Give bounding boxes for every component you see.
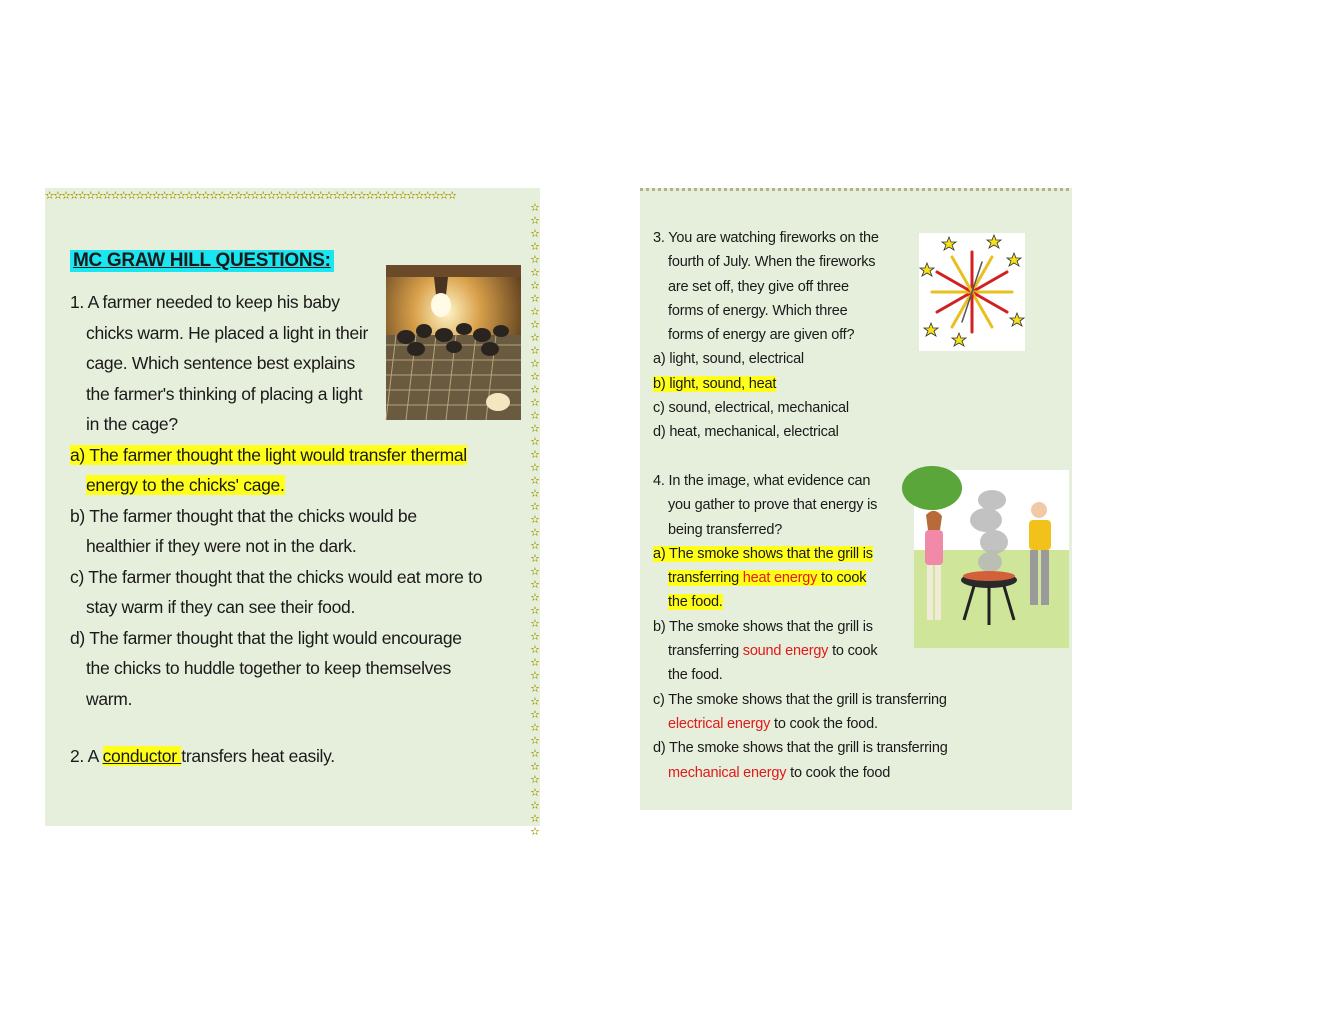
question-3-line: 3. You are watching fireworks on the [653, 230, 879, 246]
answer-d: d) heat, mechanical, electrical [653, 424, 839, 441]
question-2 [70, 741, 335, 772]
question-1-line: cage. Which sentence best explains [86, 353, 355, 373]
answer-b: b) The smoke shows that the grill is [653, 618, 873, 635]
answer-d: the chicks to huddle together to keep themselves [86, 658, 451, 678]
answer-b-text: to cook [828, 643, 878, 660]
answer-c: c) sound, electrical, mechanical [653, 400, 849, 417]
answer-b-text: transferring [668, 643, 743, 660]
question-4-line: being transferred? [668, 521, 783, 538]
star-border-top: ✫✫✫✫✫✫✫✫✫✫✫✫✫✫✫✫✫✫✫✫✫✫✫✫✫✫✫✫✫✫✫✫✫✫✫✫✫✫✫✫✫✫✫✫✫✫✫✫✫✫ [45, 190, 456, 202]
answer-d-energy: mechanical energy [668, 764, 787, 781]
question-2-prefix: 2. A [70, 746, 103, 766]
question-3-line: forms of energy. Which three [668, 302, 848, 319]
question-3-line: forms of energy are given off? [668, 327, 855, 344]
answer-c: stay warm if they can see their food. [86, 597, 356, 617]
question-3-line: fourth of July. When the fireworks [668, 254, 876, 271]
answer-b: the food. [668, 667, 723, 684]
question-3 [653, 226, 879, 445]
answer-a-text: to cook [817, 570, 867, 587]
right-worksheet-panel [640, 188, 1072, 810]
answer-a-text: transferring [668, 570, 743, 587]
question-1 [70, 287, 482, 714]
answer-d-text: to cook the food [786, 764, 891, 781]
star-border-right: ✫✫✫✫✫✫✫✫✫✫✫✫✫✫✫✫✫✫✫✫✫✫✫✫✫✫✫✫✫✫✫✫✫✫✫✫✫✫✫✫✫✫✫✫✫✫✫✫✫ [530, 202, 540, 838]
question-4 [653, 469, 948, 785]
answer-a-highlighted: the food. [668, 594, 723, 611]
answer-d: d) The smoke shows that the grill is transferring [653, 740, 948, 757]
answer-c: c) The smoke shows that the grill is transferring [653, 691, 947, 708]
answer-b-energy: sound energy [742, 643, 829, 660]
question-1-line: in the cage? [86, 414, 178, 434]
answer-a-highlighted: energy to the chicks' cage. [86, 475, 285, 495]
answer-b: healthier if they were not in the dark. [86, 536, 357, 556]
question-4-line: you gather to prove that energy is [668, 497, 878, 514]
question-1-line: the farmer's thinking of placing a light [86, 383, 363, 404]
question-4-line: 4. In the image, what evidence can [653, 473, 871, 489]
question-2-answer: conductor [102, 746, 182, 766]
answer-a-highlighted: a) The smoke shows that the grill is [653, 545, 873, 562]
answer-b: b) The farmer thought that the chicks would be [70, 505, 417, 526]
answer-d: warm. [86, 688, 133, 709]
answer-d: d) The farmer thought that the light would encourage [70, 627, 462, 648]
answer-a: a) light, sound, electrical [653, 351, 804, 368]
answer-c-text: to cook the food. [770, 715, 878, 732]
answer-c: c) The farmer thought that the chicks would eat more to [70, 566, 483, 587]
answer-a-energy: heat energy [742, 570, 818, 587]
page-title: MC GRAW HILL QUESTIONS: [70, 250, 334, 272]
answer-a-highlighted: a) The farmer thought the light would transfer thermal [70, 444, 467, 465]
question-1-line: chicks warm. He placed a light in their [86, 322, 369, 343]
answer-b-highlighted: b) light, sound, heat [653, 375, 777, 392]
question-3-line: are set off, they give off three [668, 278, 849, 295]
question-1-line: 1. A farmer needed to keep his baby [70, 292, 340, 312]
question-2-suffix: transfers heat easily. [181, 746, 335, 766]
answer-c-energy: electrical energy [668, 715, 771, 732]
dashed-border-top [640, 188, 1072, 191]
fireworks-clipart [919, 233, 1025, 351]
left-worksheet-panel [45, 188, 540, 838]
